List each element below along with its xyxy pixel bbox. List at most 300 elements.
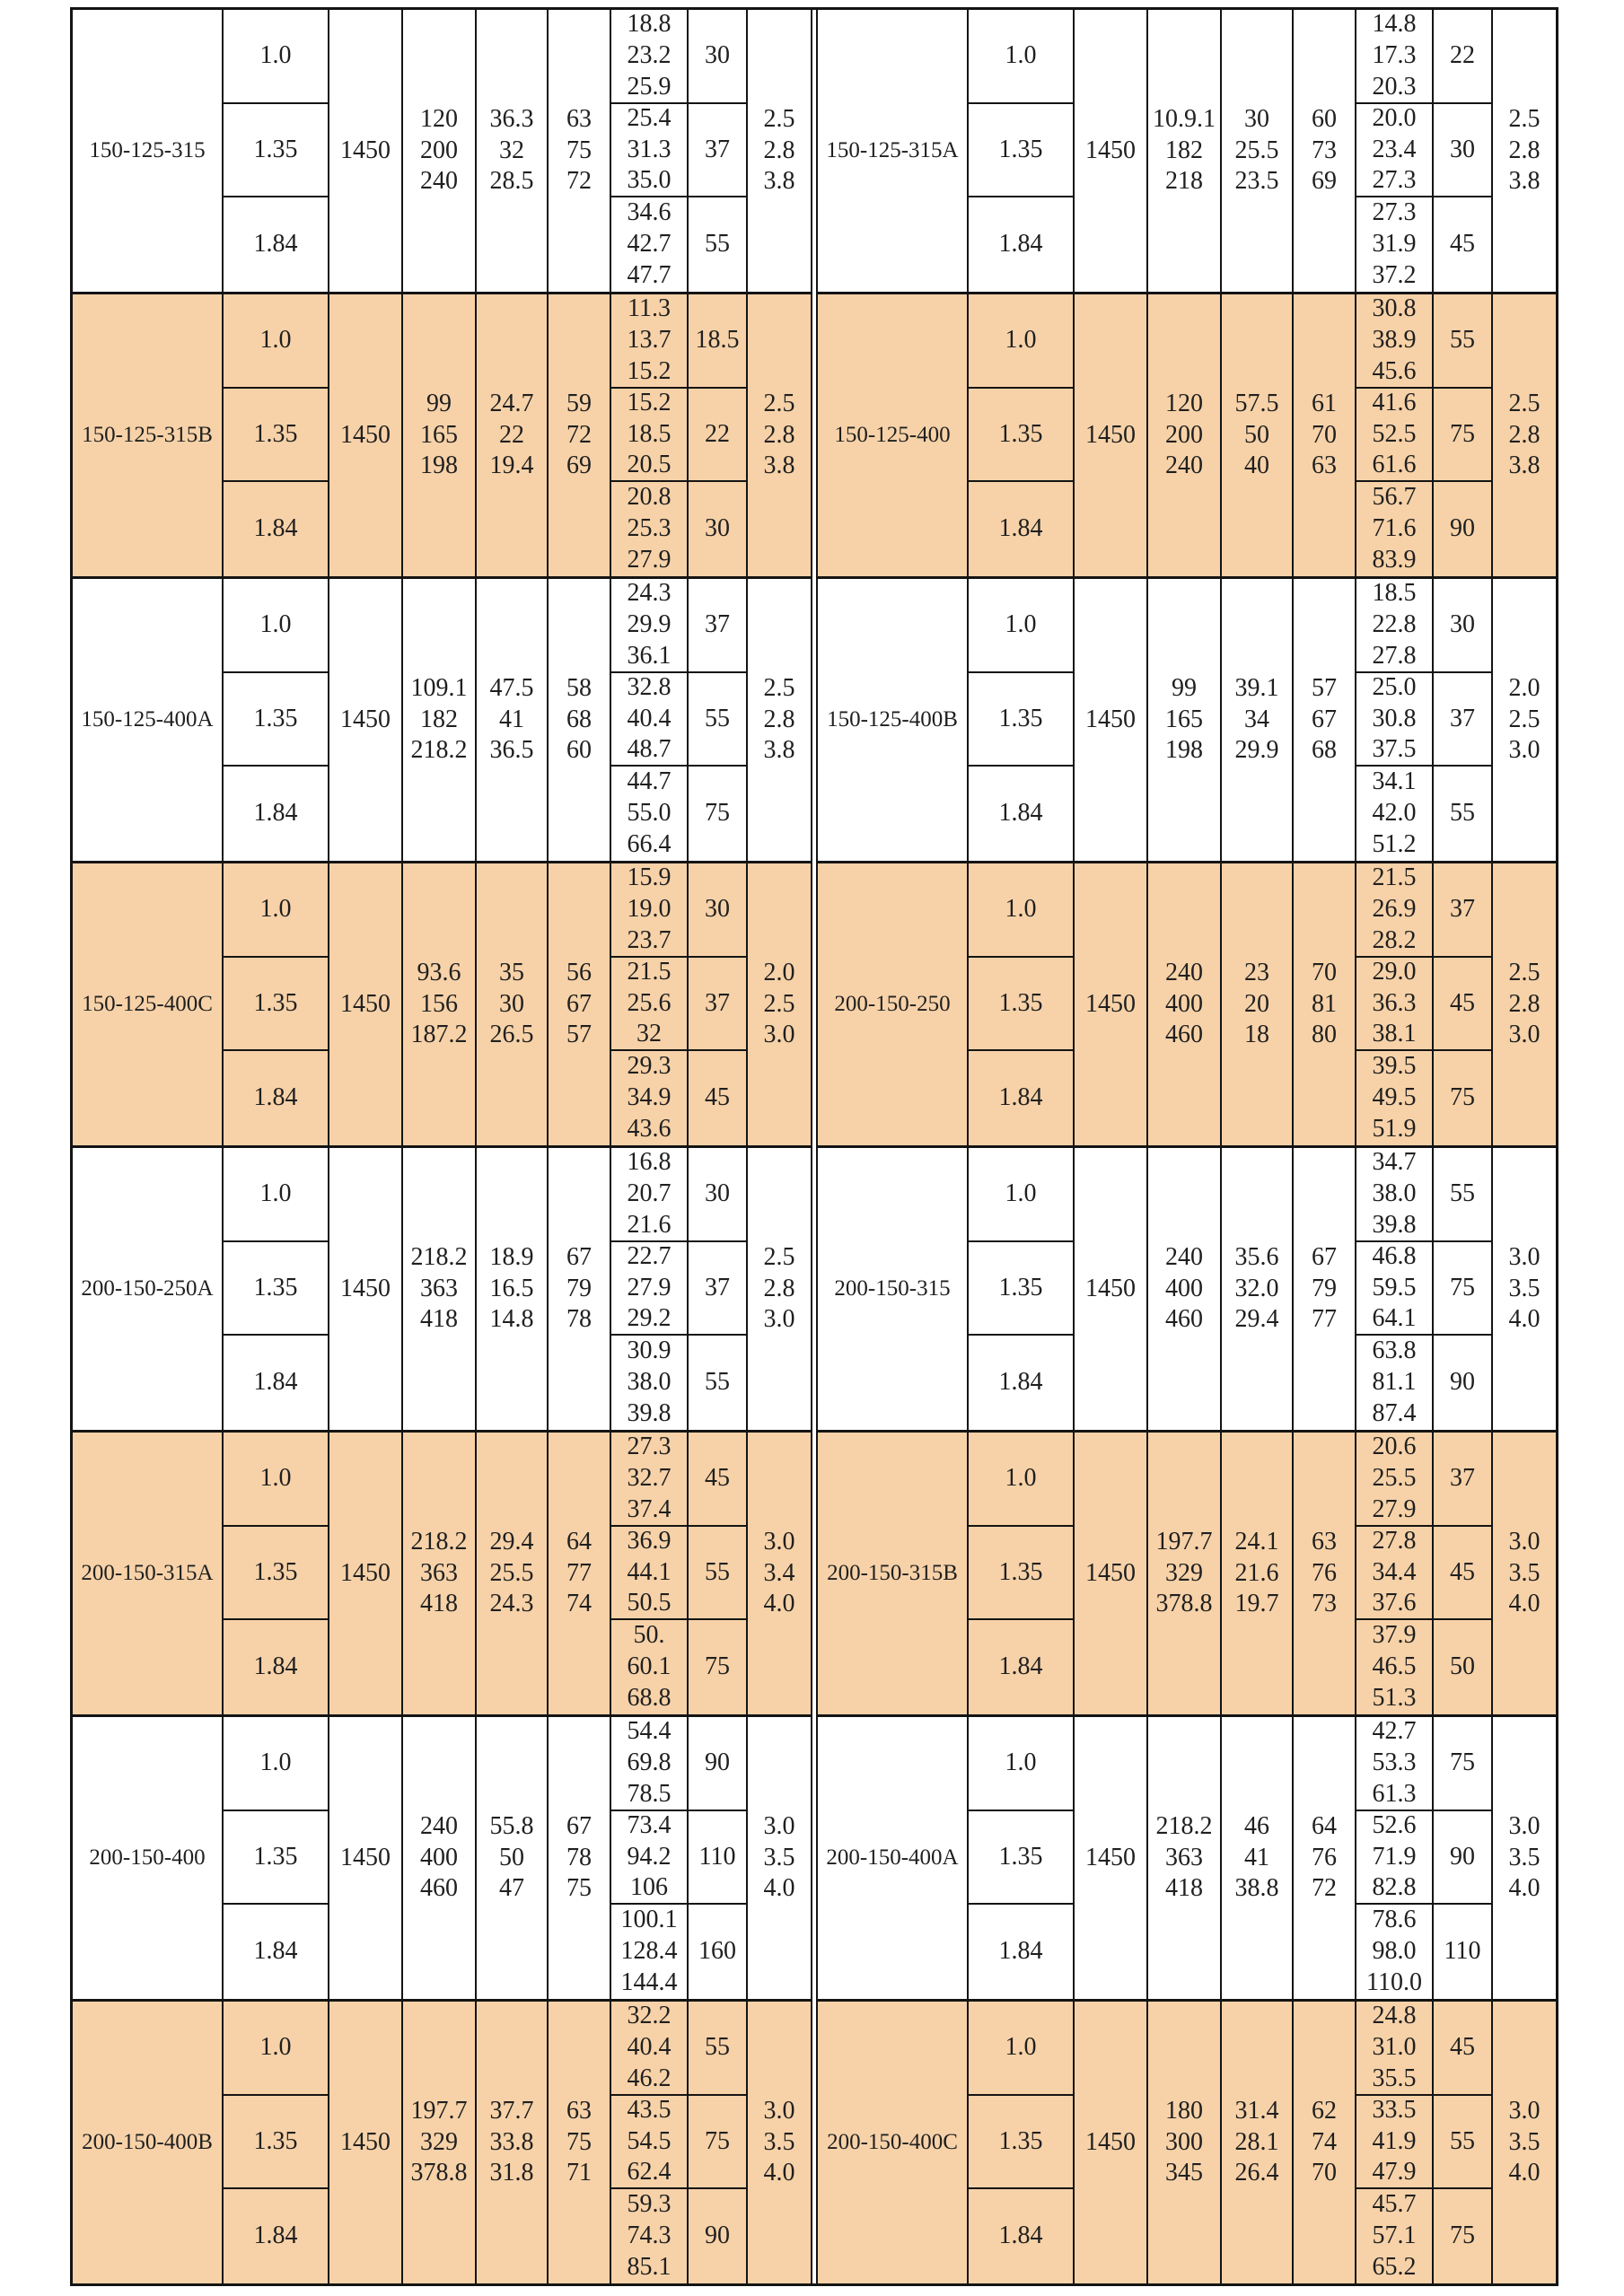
shaft-power-cell (1356, 482, 1434, 576)
efficiency-value: 79 (566, 1274, 592, 1302)
efficiency-value: 74 (566, 1590, 592, 1618)
flow-cell (1148, 294, 1222, 576)
power-value: 21.5 (627, 957, 672, 986)
efficiency-value: 78 (566, 1843, 592, 1871)
motor-power-cell (689, 673, 748, 767)
power-value: 38.1 (1372, 1020, 1417, 1048)
power-value: 27.3 (1372, 166, 1417, 195)
power-value: 30.9 (627, 1336, 672, 1365)
power-value: 27.3 (1372, 198, 1417, 227)
flow-value: 218.2 (410, 736, 468, 765)
flow-value: 218.2 (1155, 1811, 1213, 1840)
flow-value: 418 (420, 1305, 458, 1334)
speed-cell (329, 294, 403, 576)
head-value: 41 (499, 705, 524, 733)
head-value: 50 (499, 1843, 524, 1871)
impeller-ratio-cell (969, 1811, 1075, 1906)
power-value: 18.5 (627, 419, 672, 448)
npsh-value: 3.5 (1508, 2127, 1541, 2156)
model-cell (818, 863, 969, 1145)
ratio-value: 1.84 (253, 799, 298, 828)
head-value: 37.7 (489, 2096, 534, 2125)
model-cell (73, 1717, 224, 1999)
ratio-value: 1.35 (998, 1557, 1043, 1586)
motor-power-value: 75 (705, 799, 730, 828)
motor-power-cell (1434, 579, 1493, 673)
impeller-ratio-cell (969, 2189, 1075, 2283)
speed-cell (329, 1148, 403, 1430)
motor-power-value: 110 (1444, 1937, 1481, 1966)
efficiency-value: 79 (1312, 1274, 1337, 1302)
efficiency-cell (1294, 579, 1356, 861)
motor-power-value: 90 (1450, 1368, 1475, 1397)
power-value: 20.0 (1372, 103, 1417, 132)
center-double-rule (811, 10, 818, 2283)
head-value: 18 (1244, 1021, 1269, 1049)
motor-power-cell (689, 10, 748, 104)
head-value: 47 (499, 1874, 524, 1903)
efficiency-value: 68 (1312, 736, 1337, 765)
efficiency-cell (1294, 10, 1356, 292)
head-value: 28.1 (1234, 2127, 1279, 2156)
flow-value: 197.7 (1155, 1527, 1213, 1555)
efficiency-value: 74 (1312, 2127, 1337, 2156)
npsh-value: 4.0 (1508, 1874, 1541, 1903)
power-value: 69.8 (627, 1748, 672, 1776)
motor-power-value: 55 (1450, 325, 1475, 354)
ratio-value: 1.35 (998, 1842, 1043, 1871)
motor-power-cell (1434, 1527, 1493, 1621)
head-value: 19.4 (489, 451, 534, 480)
head-value: 35.6 (1234, 1242, 1279, 1271)
power-value: 23.2 (627, 40, 672, 69)
npsh-cell (748, 1433, 811, 1714)
model-block (818, 1430, 1556, 1714)
impeller-ratio-cell (969, 767, 1075, 861)
model-block (73, 576, 811, 861)
power-value: 16.8 (627, 1148, 672, 1177)
power-value: 78.6 (1372, 1906, 1417, 1934)
model-block (73, 10, 811, 292)
ratio-value: 1.0 (1005, 894, 1037, 923)
power-value: 71.9 (1372, 1842, 1417, 1871)
power-value: 34.4 (1372, 1557, 1417, 1586)
power-value: 25.4 (627, 103, 672, 132)
shaft-power-cell (1356, 1336, 1434, 1430)
head-value: 30 (499, 989, 524, 1018)
motor-power-cell (1434, 1433, 1493, 1527)
model-label: 150-125-400B (827, 706, 958, 732)
efficiency-value: 77 (1312, 1305, 1337, 1334)
npsh-cell (1493, 294, 1556, 576)
power-value: 46.2 (627, 2064, 672, 2092)
motor-power-cell (689, 1811, 748, 1906)
head-value: 55.8 (489, 1811, 534, 1840)
power-value: 43.6 (627, 1115, 672, 1144)
head-value: 41 (1244, 1843, 1269, 1871)
power-value: 94.2 (627, 1842, 672, 1871)
motor-power-cell (1434, 1620, 1493, 1714)
npsh-value: 3.5 (1508, 1274, 1541, 1302)
motor-power-value: 30 (1450, 135, 1475, 163)
motor-power-value: 55 (705, 230, 730, 259)
efficiency-value: 70 (1312, 420, 1337, 449)
flow-value: 240 (420, 167, 458, 196)
ratio-value: 1.35 (998, 988, 1043, 1017)
motor-power-value: 30 (705, 1179, 730, 1207)
shaft-power-cell (611, 1336, 689, 1430)
efficiency-value: 56 (566, 958, 592, 986)
flow-value: 460 (1165, 1021, 1203, 1049)
head-value: 36.5 (489, 736, 534, 765)
head-value: 47.5 (489, 673, 534, 702)
motor-power-cell (689, 104, 748, 198)
power-value: 100.1 (620, 1906, 678, 1934)
head-value: 23.5 (1234, 167, 1279, 196)
efficiency-cell (1294, 1148, 1356, 1430)
shaft-power-cell (1356, 389, 1434, 483)
speed-value: 1450 (340, 1843, 391, 1871)
npsh-cell (1493, 1717, 1556, 1999)
ratio-value: 1.35 (253, 135, 298, 163)
flow-value: 182 (1165, 136, 1203, 164)
power-value: 25.0 (1372, 672, 1417, 701)
power-value: 71.6 (1372, 514, 1417, 543)
npsh-value: 2.0 (1508, 673, 1541, 702)
motor-power-cell (689, 1717, 748, 1811)
npsh-value: 3.5 (1508, 1843, 1541, 1871)
model-label: 200-150-315A (81, 1560, 214, 1585)
head-value: 40 (1244, 451, 1269, 480)
impeller-ratio-cell (224, 1811, 329, 1906)
ratio-value: 1.84 (998, 1368, 1043, 1397)
npsh-cell (748, 1717, 811, 1999)
head-cell (477, 1148, 549, 1430)
flow-value: 165 (1165, 705, 1203, 733)
speed-cell (329, 10, 403, 292)
power-value: 73.4 (627, 1810, 672, 1839)
speed-value: 1450 (340, 989, 391, 1018)
power-value: 23.7 (627, 925, 672, 954)
speed-value: 1450 (1085, 2127, 1136, 2156)
npsh-cell (1493, 863, 1556, 1145)
shaft-power-cell (1356, 1620, 1434, 1714)
efficiency-cell (549, 1148, 611, 1430)
power-value: 27.8 (1372, 1526, 1417, 1555)
impeller-ratio-cell (224, 2002, 329, 2096)
efficiency-value: 80 (1312, 1021, 1337, 1049)
motor-power-cell (1434, 767, 1493, 861)
head-value: 31.8 (489, 2159, 534, 2187)
efficiency-value: 70 (1312, 2159, 1337, 2187)
impeller-ratio-cell (969, 1905, 1075, 1999)
model-label: 150-125-400C (82, 991, 213, 1016)
efficiency-value: 60 (566, 736, 592, 765)
shaft-power-cell (611, 10, 689, 104)
shaft-power-cell (611, 482, 689, 576)
shaft-power-cell (611, 1148, 689, 1242)
shaft-power-cell (611, 1717, 689, 1811)
power-value: 55.0 (627, 799, 672, 828)
power-value: 46.8 (1372, 1241, 1417, 1270)
model-label: 150-125-400 (834, 422, 951, 447)
model-block (818, 292, 1556, 576)
impeller-ratio-cell (224, 579, 329, 673)
impeller-ratio-cell (969, 104, 1075, 198)
npsh-value: 3.0 (763, 1527, 795, 1555)
shaft-power-cell (1356, 767, 1434, 861)
flow-value: 120 (420, 104, 458, 133)
impeller-ratio-cell (224, 389, 329, 483)
npsh-value: 3.5 (763, 2127, 795, 2156)
efficiency-value: 78 (566, 1305, 592, 1334)
flow-value: 378.8 (410, 2159, 468, 2187)
efficiency-value: 68 (566, 705, 592, 733)
npsh-cell (748, 579, 811, 861)
efficiency-value: 60 (1312, 104, 1337, 133)
head-value: 19.7 (1234, 1590, 1279, 1618)
flow-cell (403, 579, 477, 861)
flow-value: 200 (1165, 420, 1203, 449)
shaft-power-cell (611, 2096, 689, 2190)
impeller-ratio-cell (224, 1242, 329, 1336)
npsh-value: 3.0 (763, 1305, 795, 1334)
shaft-power-cell (1356, 2096, 1434, 2190)
efficiency-value: 63 (566, 104, 592, 133)
power-value: 29.0 (1372, 957, 1417, 986)
head-value: 29.4 (489, 1527, 534, 1555)
efficiency-value: 67 (566, 1242, 592, 1271)
speed-value: 1450 (340, 2127, 391, 2156)
npsh-value: 3.0 (763, 2096, 795, 2125)
impeller-ratio-cell (969, 1336, 1075, 1430)
head-value: 38.8 (1234, 1874, 1279, 1903)
head-value: 29.4 (1234, 1305, 1279, 1334)
model-cell (818, 2002, 969, 2283)
power-value: 78.5 (627, 1779, 672, 1808)
flow-value: 329 (1165, 1558, 1203, 1587)
npsh-cell (1493, 1433, 1556, 1714)
head-cell (1222, 579, 1294, 861)
power-value: 51.3 (1372, 1684, 1417, 1713)
model-label: 200-150-400 (89, 1845, 206, 1870)
shaft-power-cell (1356, 673, 1434, 767)
model-label: 200-150-400C (827, 2129, 958, 2154)
power-value: 18.8 (627, 10, 672, 39)
head-cell (477, 2002, 549, 2283)
head-value: 31.4 (1234, 2096, 1279, 2125)
impeller-ratio-cell (224, 2189, 329, 2283)
npsh-value: 3.0 (1508, 2096, 1541, 2125)
head-cell (477, 294, 549, 576)
model-block (73, 1430, 811, 1714)
efficiency-cell (1294, 2002, 1356, 2283)
head-value: 46 (1244, 1811, 1269, 1840)
npsh-cell (748, 2002, 811, 2283)
efficiency-value: 63 (1312, 451, 1337, 480)
power-value: 36.3 (1372, 988, 1417, 1017)
power-value: 65.2 (1372, 2253, 1417, 2282)
efficiency-value: 69 (566, 451, 592, 480)
shaft-power-cell (1356, 958, 1434, 1052)
ratio-value: 1.35 (253, 1273, 298, 1301)
ratio-value: 1.84 (253, 1652, 298, 1681)
head-cell (1222, 10, 1294, 292)
efficiency-value: 62 (1312, 2096, 1337, 2125)
head-cell (477, 1717, 549, 1999)
power-value: 60.1 (627, 1652, 672, 1681)
ratio-value: 1.0 (1005, 1748, 1037, 1776)
power-value: 20.7 (627, 1179, 672, 1207)
impeller-ratio-cell (224, 1148, 329, 1242)
power-value: 33.5 (1372, 2095, 1417, 2124)
power-value: 34.7 (1372, 1148, 1417, 1177)
motor-power-value: 37 (1450, 704, 1475, 732)
ratio-value: 1.35 (253, 2126, 298, 2155)
shaft-power-cell (611, 2189, 689, 2283)
head-value: 24.7 (489, 389, 534, 417)
head-cell (477, 10, 549, 292)
power-value: 40.4 (627, 704, 672, 732)
shaft-power-cell (1356, 579, 1434, 673)
speed-value: 1450 (1085, 1843, 1136, 1871)
power-value: 18.5 (1372, 579, 1417, 608)
efficiency-value: 67 (1312, 1242, 1337, 1271)
npsh-cell (1493, 579, 1556, 861)
impeller-ratio-cell (224, 1905, 329, 1999)
power-value: 29.2 (627, 1304, 672, 1333)
motor-power-value: 37 (705, 609, 730, 638)
power-value: 39.8 (627, 1399, 672, 1428)
power-value: 63.8 (1372, 1336, 1417, 1365)
motor-power-value: 30 (705, 514, 730, 543)
efficiency-cell (549, 2002, 611, 2283)
shaft-power-cell (611, 1051, 689, 1145)
power-value: 29.3 (627, 1052, 672, 1081)
head-value: 30 (1244, 104, 1269, 133)
flow-value: 93.6 (417, 958, 461, 986)
efficiency-value: 67 (566, 1811, 592, 1840)
efficiency-cell (1294, 863, 1356, 1145)
motor-power-cell (689, 389, 748, 483)
power-value: 27.3 (627, 1433, 672, 1461)
motor-power-value: 55 (705, 1368, 730, 1397)
motor-power-value: 55 (705, 1557, 730, 1586)
flow-cell (1148, 1433, 1222, 1714)
power-value: 128.4 (620, 1937, 678, 1966)
power-value: 32 (636, 1020, 662, 1048)
shaft-power-cell (1356, 1717, 1434, 1811)
motor-power-value: 75 (1450, 1273, 1475, 1301)
flow-value: 109.1 (410, 673, 468, 702)
power-value: 31.0 (1372, 2032, 1417, 2061)
impeller-ratio-cell (224, 104, 329, 198)
ratio-value: 1.84 (998, 799, 1043, 828)
ratio-value: 1.35 (998, 704, 1043, 732)
flow-cell (1148, 1148, 1222, 1430)
efficiency-value: 57 (1312, 673, 1337, 702)
efficiency-value: 70 (1312, 958, 1337, 986)
motor-power-cell (1434, 863, 1493, 958)
power-value: 37.4 (627, 1494, 672, 1523)
efficiency-value: 81 (1312, 989, 1337, 1018)
ratio-value: 1.0 (259, 2032, 292, 2061)
head-cell (1222, 294, 1294, 576)
power-value: 22.8 (1372, 609, 1417, 638)
impeller-ratio-cell (224, 1527, 329, 1621)
head-value: 33.8 (489, 2127, 534, 2156)
motor-power-value: 55 (1450, 799, 1475, 828)
npsh-value: 3.0 (1508, 736, 1541, 765)
npsh-value: 4.0 (1508, 1305, 1541, 1334)
head-value: 24.3 (489, 1590, 534, 1618)
npsh-value: 2.8 (763, 1274, 795, 1302)
head-value: 14.8 (489, 1305, 534, 1334)
ratio-value: 1.35 (253, 988, 298, 1017)
model-cell (73, 294, 224, 576)
model-cell (818, 10, 969, 292)
npsh-value: 4.0 (1508, 1590, 1541, 1618)
npsh-value: 2.5 (1508, 958, 1541, 986)
model-label: 200-150-400B (82, 2129, 213, 2154)
head-cell (1222, 1433, 1294, 1714)
shaft-power-cell (1356, 1051, 1434, 1145)
speed-cell (1075, 2002, 1148, 2283)
motor-power-cell (689, 482, 748, 576)
efficiency-value: 75 (566, 1874, 592, 1903)
npsh-value: 2.5 (763, 104, 795, 133)
model-label: 150-125-315A (826, 137, 959, 162)
motor-power-value: 45 (705, 1463, 730, 1492)
efficiency-cell (549, 579, 611, 861)
power-value: 57.1 (1372, 2222, 1417, 2250)
head-cell (1222, 1717, 1294, 1999)
model-cell (73, 10, 224, 292)
npsh-value: 2.5 (763, 673, 795, 702)
power-value: 34.9 (627, 1083, 672, 1112)
flow-value: 240 (1165, 451, 1203, 480)
motor-power-value: 75 (1450, 2222, 1475, 2250)
power-value: 28.2 (1372, 925, 1417, 954)
speed-cell (329, 2002, 403, 2283)
speed-cell (1075, 294, 1148, 576)
flow-value: 156 (420, 989, 458, 1018)
efficiency-value: 63 (566, 2096, 592, 2125)
flow-cell (403, 1717, 477, 1999)
power-value: 50.5 (627, 1589, 672, 1617)
npsh-cell (1493, 2002, 1556, 2283)
motor-power-cell (689, 767, 748, 861)
npsh-value: 3.8 (763, 736, 795, 765)
motor-power-value: 90 (705, 1748, 730, 1776)
model-label: 150-125-400A (81, 706, 214, 732)
model-cell (73, 2002, 224, 2283)
speed-value: 1450 (1085, 989, 1136, 1018)
power-value: 20.8 (627, 483, 672, 512)
npsh-cell (748, 294, 811, 576)
head-value: 18.9 (489, 1242, 534, 1271)
flow-value: 99 (1172, 673, 1197, 702)
flow-value: 120 (1165, 389, 1203, 417)
model-block (818, 861, 1556, 1145)
flow-cell (1148, 10, 1222, 292)
speed-value: 1450 (1085, 420, 1136, 449)
ratio-value: 1.35 (253, 419, 298, 448)
shaft-power-cell (1356, 1811, 1434, 1906)
speed-cell (329, 1717, 403, 1999)
speed-cell (1075, 863, 1148, 1145)
motor-power-cell (1434, 958, 1493, 1052)
